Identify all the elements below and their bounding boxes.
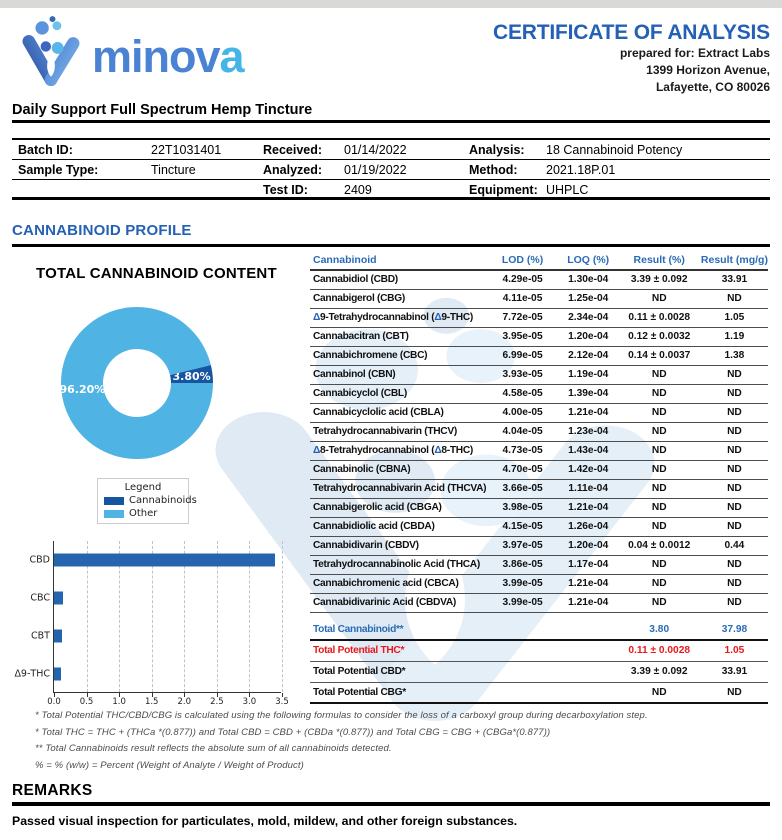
cell-value: 1.21e-04	[559, 574, 618, 593]
legend-label: Cannabinoids	[129, 495, 197, 506]
certificate-title: CERTIFICATE OF ANALYSIS	[493, 21, 770, 44]
info-label: Analyzed:	[257, 160, 338, 180]
cannabinoid-name: Cannabidivarin (CBDV)	[310, 536, 486, 555]
cell-value: ND	[618, 574, 701, 593]
total-row	[310, 619, 768, 640]
table-row	[310, 365, 768, 384]
cell-value: ND	[701, 422, 768, 441]
cell-value: 0.44	[701, 536, 768, 555]
cannabinoid-name: Cannabichromene (CBC)	[310, 346, 486, 365]
cell-value: 3.95e-05	[486, 327, 559, 346]
total-row	[310, 661, 768, 682]
remarks-text: Passed visual inspection for particulates, mold, mildew, and other foreign substances.	[12, 814, 518, 828]
cell-value: ND	[701, 384, 768, 403]
cell-value: ND	[701, 479, 768, 498]
x-tick-label: 0.5	[79, 697, 94, 707]
info-value: 22T1031401	[145, 140, 257, 160]
cell-value: ND	[701, 555, 768, 574]
cell-value: 0.12 ± 0.0032	[618, 327, 701, 346]
results-table-body	[310, 270, 768, 703]
cannabinoid-name: Cannabigerol (CBG)	[310, 289, 486, 308]
cannabinoid-name: Cannabigerolic acid (CBGA)	[310, 498, 486, 517]
table-row	[310, 555, 768, 574]
info-label: Equipment:	[463, 180, 540, 200]
cell-value: 4.11e-05	[486, 289, 559, 308]
cell-value: 1.39e-04	[559, 384, 618, 403]
table-row	[310, 289, 768, 308]
cell-value: 1.11e-04	[559, 479, 618, 498]
cell-value: 1.19e-04	[559, 365, 618, 384]
cell-value: 1.43e-04	[559, 441, 618, 460]
info-label: Analysis:	[463, 140, 540, 160]
info-value: 01/14/2022	[338, 140, 463, 160]
table-row	[310, 270, 768, 289]
bar-row	[14, 655, 281, 693]
cell-value: 2.12e-04	[559, 346, 618, 365]
divider	[12, 802, 770, 806]
total-result-pct: ND	[618, 682, 701, 703]
lab-logo-icon	[14, 13, 88, 91]
cell-value: ND	[618, 441, 701, 460]
cell-value: 4.15e-05	[486, 517, 559, 536]
x-tick-label: 2.0	[177, 697, 192, 707]
x-tick-label: 0.0	[47, 697, 61, 707]
total-label: Total Potential CBG*	[310, 682, 618, 703]
cell-value: 1.30e-04	[559, 270, 618, 289]
table-row	[310, 460, 768, 479]
x-tick-label: 3.0	[242, 697, 257, 707]
cell-value: 4.29e-05	[486, 270, 559, 289]
info-label: Test ID:	[257, 180, 338, 200]
cannabinoid-name: Cannabicyclolic acid (CBLA)	[310, 403, 486, 422]
divider	[12, 244, 770, 247]
legend-item	[104, 508, 182, 519]
cell-value: 1.20e-04	[559, 536, 618, 555]
col-header-lod: LOD (%)	[486, 250, 559, 270]
chart-legend	[97, 478, 197, 524]
legend-swatch-other	[104, 510, 124, 518]
cell-value: 6.99e-05	[486, 346, 559, 365]
info-value: 18 Cannabinoid Potency	[540, 140, 770, 160]
cell-value: ND	[618, 422, 701, 441]
table-row	[310, 384, 768, 403]
cell-value: ND	[701, 498, 768, 517]
col-header-result-mgg: Result (mg/g)	[701, 250, 768, 270]
sample-info-table	[12, 138, 770, 200]
bar-cbc	[54, 592, 63, 605]
cell-value: ND	[618, 289, 701, 308]
cell-value: 1.38	[701, 346, 768, 365]
x-tick-label: 1.0	[112, 697, 126, 707]
cell-value: 1.21e-04	[559, 403, 618, 422]
legend-label: Other	[129, 508, 158, 519]
cell-value: 1.17e-04	[559, 555, 618, 574]
cell-value: 3.39 ± 0.092	[618, 270, 701, 289]
y-tick-label: CBC	[30, 592, 50, 604]
legend-item	[104, 495, 197, 506]
cell-value: ND	[701, 593, 768, 612]
cell-value: ND	[701, 289, 768, 308]
info-value: Tincture	[145, 160, 257, 180]
section-title: CANNABINOID PROFILE	[12, 222, 192, 239]
table-row	[310, 479, 768, 498]
table-row	[310, 517, 768, 536]
cell-value: 4.70e-05	[486, 460, 559, 479]
cell-value: ND	[618, 517, 701, 536]
bar-row	[30, 579, 281, 617]
cell-value: 1.42e-04	[559, 460, 618, 479]
cell-value: 1.19	[701, 327, 768, 346]
total-result-mgg: 1.05	[701, 640, 768, 661]
results-table	[310, 250, 768, 704]
info-value: 2409	[338, 180, 463, 200]
cell-value: ND	[701, 460, 768, 479]
col-header-cannabinoid: Cannabinoid	[310, 250, 486, 270]
bar-row	[29, 541, 281, 579]
bar-cbt	[54, 630, 62, 643]
cell-value: 4.00e-05	[486, 403, 559, 422]
cell-value: ND	[618, 365, 701, 384]
x-tick-label: 2.5	[210, 697, 224, 707]
bar-cbd	[54, 554, 275, 567]
info-value: 2021.18P.01	[540, 160, 770, 180]
total-result-pct: 3.80	[618, 619, 701, 640]
info-value: 01/19/2022	[338, 160, 463, 180]
donut-chart-title: TOTAL CANNABINOID CONTENT	[36, 265, 277, 282]
footnotes	[35, 710, 777, 776]
cannabinoid-name: Cannabidiolic acid (CBDA)	[310, 517, 486, 536]
info-label: Batch ID:	[12, 140, 145, 160]
prepared-for: prepared for: Extract Labs	[619, 46, 770, 60]
table-row	[310, 593, 768, 612]
cannabinoid-name: Tetrahydrocannabinolic Acid (THCA)	[310, 555, 486, 574]
footnote: ** Total Cannabinoids result reflects the absolute sum of all cannabinoids detected.	[35, 743, 392, 754]
legend-title: Legend	[124, 482, 162, 493]
cell-value: 3.98e-05	[486, 498, 559, 517]
table-row	[310, 536, 768, 555]
info-value: UHPLC	[540, 180, 770, 200]
legend-swatch-cannabinoids	[104, 497, 124, 505]
lab-logo	[14, 13, 244, 91]
cannabinoid-name: Cannabicyclol (CBL)	[310, 384, 486, 403]
address-line-2: Lafayette, CO 80026	[655, 80, 770, 94]
total-result-pct: 3.39 ± 0.092	[618, 661, 701, 682]
cannabinoid-name: Cannabidiol (CBD)	[310, 270, 486, 289]
total-result-mgg: 33.91	[701, 661, 768, 682]
cell-value: 3.97e-05	[486, 536, 559, 555]
product-title: Daily Support Full Spectrum Hemp Tincture	[12, 102, 313, 118]
y-tick-label: CBT	[31, 630, 50, 642]
bar-row	[31, 617, 281, 655]
info-value	[145, 180, 257, 200]
bar-δ9-thc	[54, 668, 61, 681]
cell-value: 2.34e-04	[559, 308, 618, 327]
cannabinoid-name: Cannabidivarinic Acid (CBDVA)	[310, 593, 486, 612]
total-row	[310, 682, 768, 703]
cannabinoid-name: Tetrahydrocannabivarin (THCV)	[310, 422, 486, 441]
total-label: Total Potential THC*	[310, 640, 618, 661]
cell-value: 1.21e-04	[559, 593, 618, 612]
info-label	[12, 180, 145, 200]
cell-value: 33.91	[701, 270, 768, 289]
cannabinoid-name: Cannabacitran (CBT)	[310, 327, 486, 346]
cell-value: 1.26e-04	[559, 517, 618, 536]
address-line-1: 1399 Horizon Avenue,	[646, 63, 770, 77]
table-row	[310, 422, 768, 441]
info-label: Method:	[463, 160, 540, 180]
table-row	[310, 574, 768, 593]
cell-value: 3.99e-05	[486, 574, 559, 593]
cell-value: 0.11 ± 0.0028	[618, 308, 701, 327]
x-tick-label: 1.5	[144, 697, 159, 707]
donut-chart	[42, 288, 232, 478]
cannabinoid-name: Cannabinolic (CBNA)	[310, 460, 486, 479]
total-label: Total Cannabinoid**	[310, 619, 618, 640]
footnote: * Total THC = THC + (THCa *(0.877)) and Total CBD = CBD + (CBDa *(0.877)) and Total CBG = CBG + (CBGa*(0.877))	[35, 726, 551, 738]
slice-label: 3.80%	[172, 369, 211, 383]
cell-value: 1.20e-04	[559, 327, 618, 346]
cell-value: 4.73e-05	[486, 441, 559, 460]
divider	[12, 120, 770, 123]
cannabinoid-name: Tetrahydrocannabivarin Acid (THCVA)	[310, 479, 486, 498]
cannabinoid-name: Cannabinol (CBN)	[310, 365, 486, 384]
gridline	[282, 541, 283, 692]
table-row	[310, 346, 768, 365]
info-label: Received:	[257, 140, 338, 160]
bar-chart	[14, 541, 289, 707]
cell-value: 1.25e-04	[559, 289, 618, 308]
cell-value: ND	[618, 460, 701, 479]
cell-value: 1.05	[701, 308, 768, 327]
y-tick-label: CBD	[29, 554, 50, 566]
cannabinoid-name: Δ8-Tetrahydrocannabinol (Δ8-THC)	[310, 441, 486, 460]
info-label: Sample Type:	[12, 160, 145, 180]
cell-value: 3.86e-05	[486, 555, 559, 574]
cell-value: ND	[701, 574, 768, 593]
cannabinoid-name: Δ9-Tetrahydrocannabinol (Δ9-THC)	[310, 308, 486, 327]
cell-value: ND	[701, 441, 768, 460]
cannabinoid-name: Cannabichromenic acid (CBCA)	[310, 574, 486, 593]
lab-logo-wordmark: minova	[92, 31, 244, 82]
col-header-result-pct: Result (%)	[618, 250, 701, 270]
remarks-title: REMARKS	[12, 782, 93, 799]
cell-value: 1.23e-04	[559, 422, 618, 441]
cell-value: 3.93e-05	[486, 365, 559, 384]
cell-value: 7.72e-05	[486, 308, 559, 327]
footnote: * Total Potential THC/CBD/CBG is calculated using the following formulas to consider the loss of a carboxyl group during decarboxylation step.	[35, 710, 648, 721]
table-row	[310, 308, 768, 327]
cell-value: ND	[618, 403, 701, 422]
cell-value: 1.21e-04	[559, 498, 618, 517]
footnote: % = % (w/w) = Percent (Weight of Analyte / Weight of Product)	[35, 759, 304, 771]
table-row	[310, 327, 768, 346]
total-result-mgg: ND	[701, 682, 768, 703]
cell-value: ND	[701, 365, 768, 384]
total-result-mgg: 37.98	[701, 619, 768, 640]
cell-value: 3.66e-05	[486, 479, 559, 498]
cell-value: 4.58e-05	[486, 384, 559, 403]
table-gap	[310, 612, 768, 619]
col-header-loq: LOQ (%)	[559, 250, 618, 270]
cell-value: 0.14 ± 0.0037	[618, 346, 701, 365]
cell-value: ND	[618, 555, 701, 574]
cell-value: ND	[701, 517, 768, 536]
cell-value: ND	[618, 479, 701, 498]
y-tick-label: Δ9-THC	[14, 668, 50, 680]
cell-value: ND	[618, 498, 701, 517]
total-label: Total Potential CBD*	[310, 661, 618, 682]
total-result-pct: 0.11 ± 0.0028	[618, 640, 701, 661]
charts-column	[14, 252, 310, 712]
total-row	[310, 640, 768, 661]
results-header-row	[310, 250, 768, 270]
cell-value: 3.99e-05	[486, 593, 559, 612]
legend-items	[104, 495, 197, 519]
x-tick-label: 3.5	[275, 697, 289, 707]
slice-label: 96.20%	[59, 383, 106, 397]
page-top-border	[0, 0, 782, 8]
cell-value: ND	[701, 403, 768, 422]
table-row	[310, 441, 768, 460]
cell-value: 0.04 ± 0.0012	[618, 536, 701, 555]
table-row	[310, 403, 768, 422]
cell-value: 4.04e-05	[486, 422, 559, 441]
cell-value: ND	[618, 593, 701, 612]
table-row	[310, 498, 768, 517]
cell-value: ND	[618, 384, 701, 403]
